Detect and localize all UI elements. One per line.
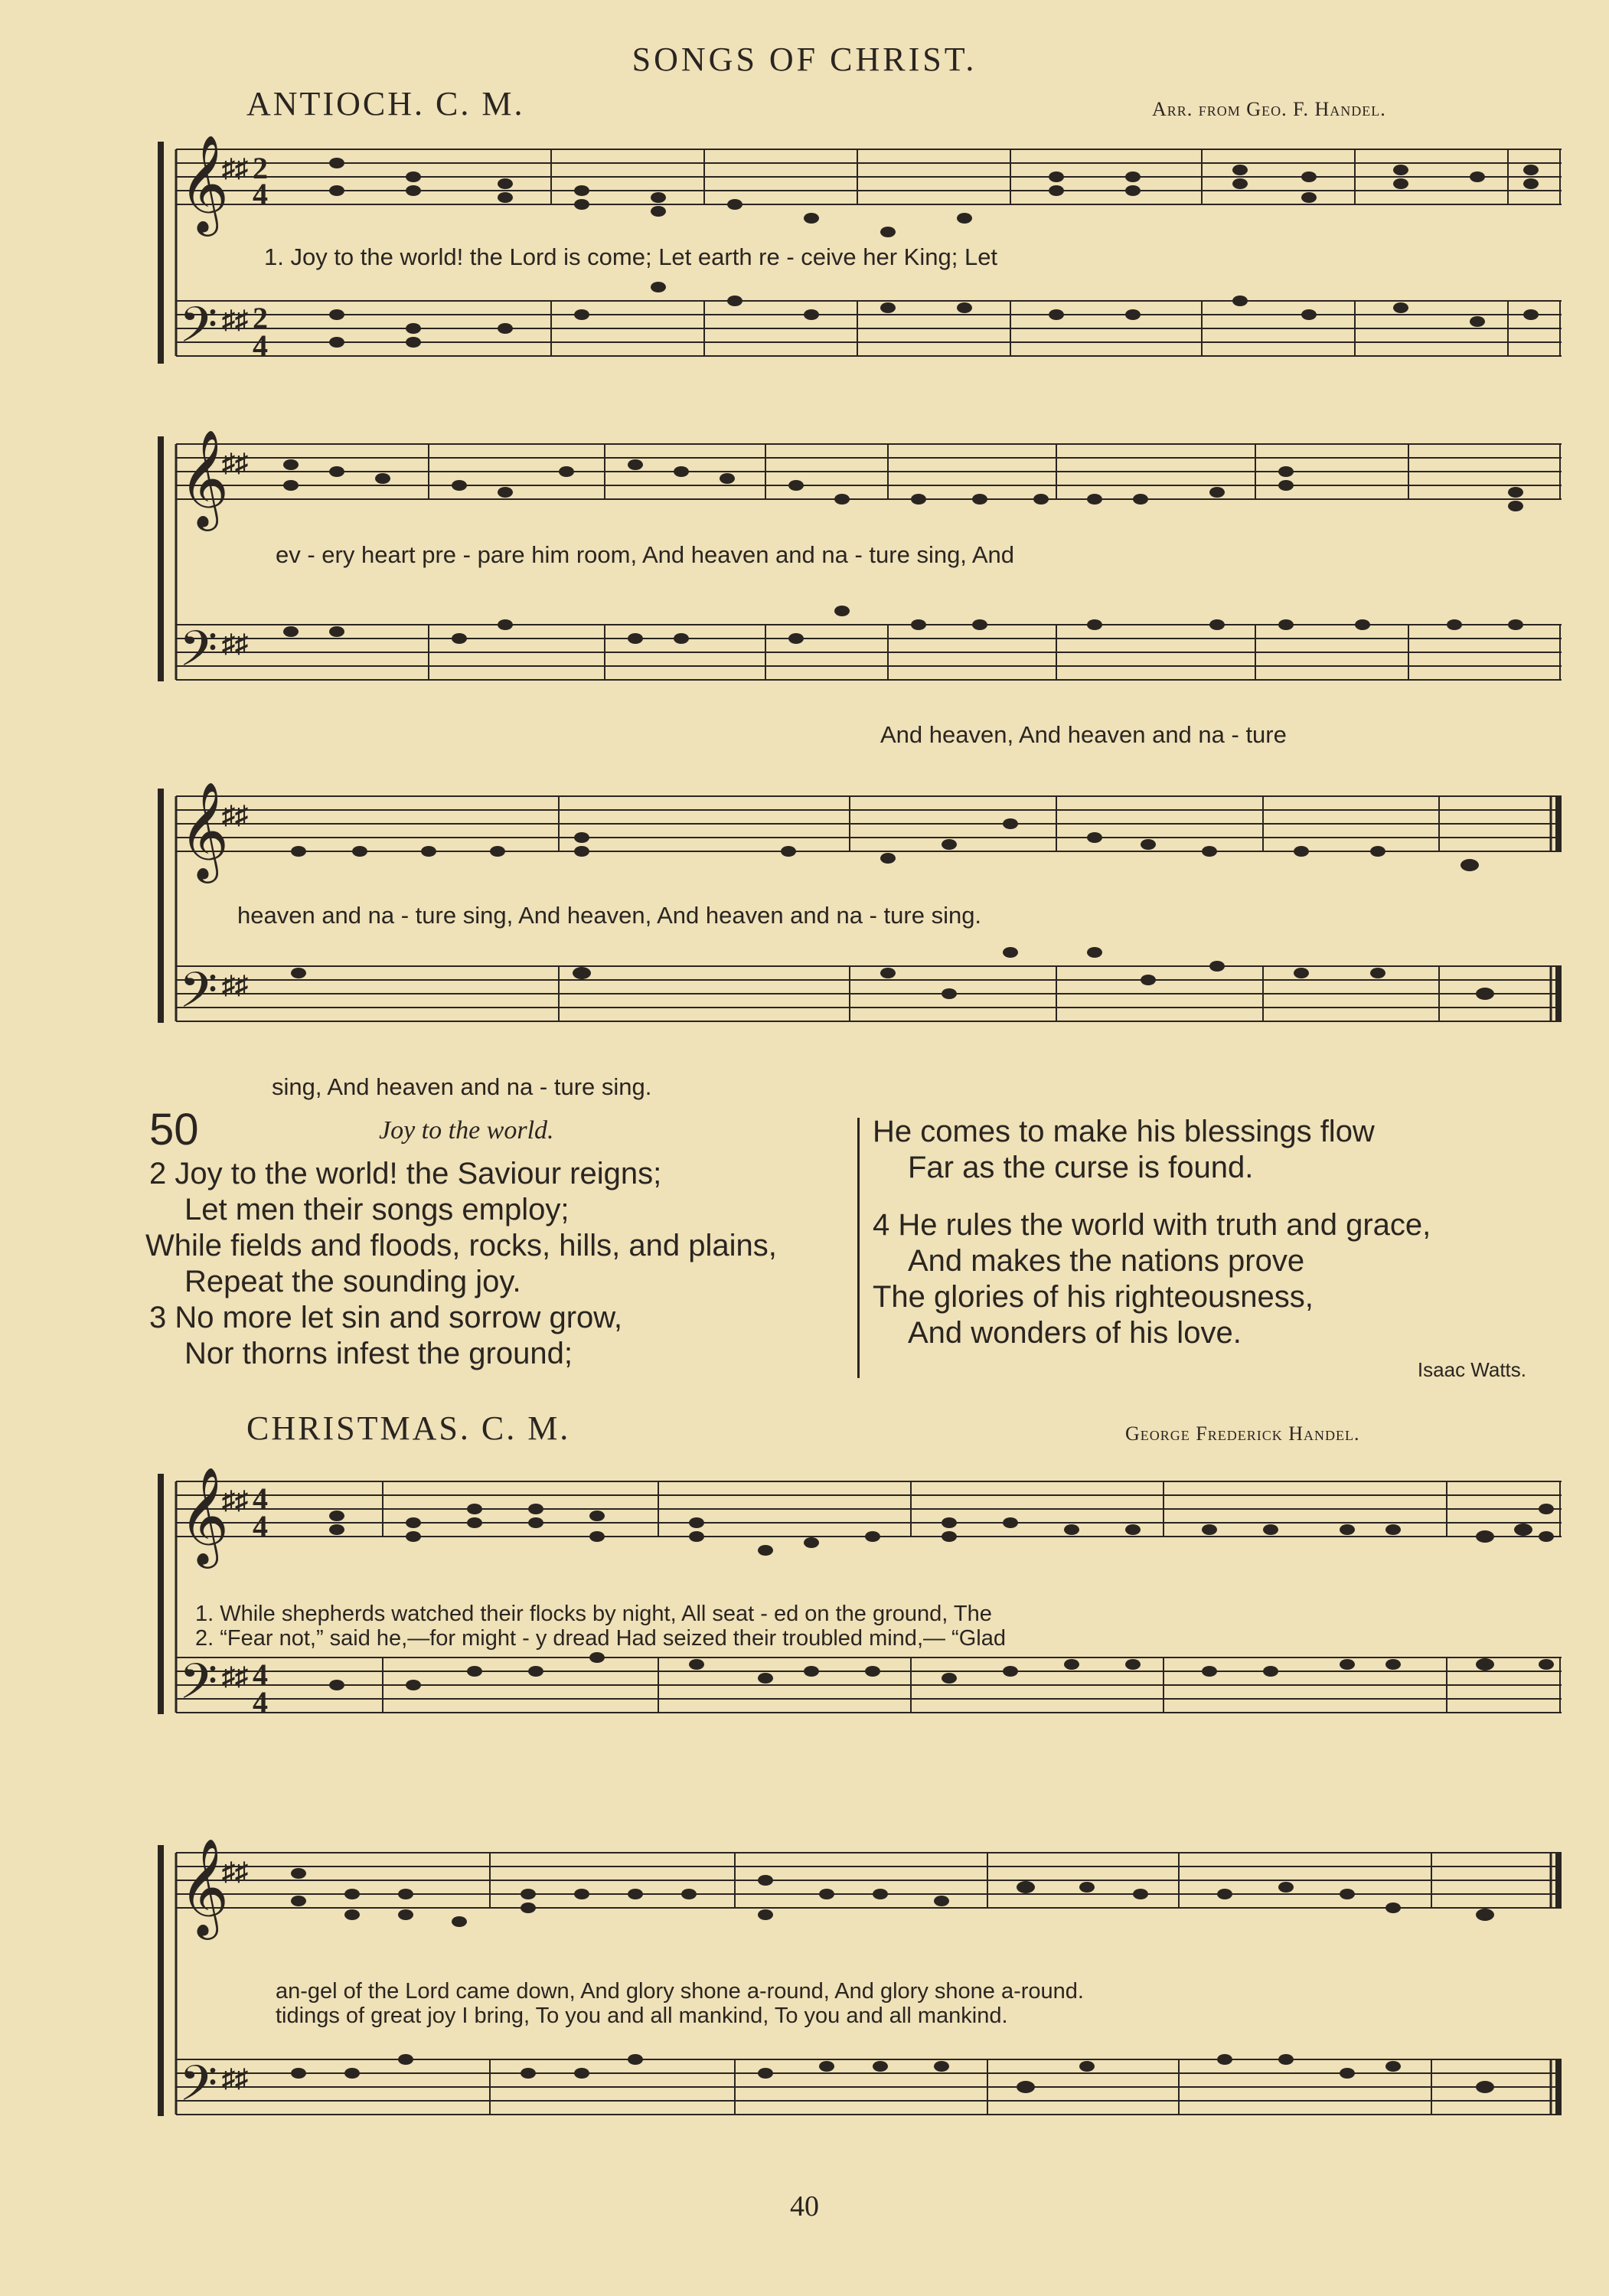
svg-text:𝄞: 𝄞: [179, 1466, 230, 1564]
tune-title-christmas: CHRISTMAS. C. M.: [246, 1409, 571, 1447]
svg-text:𝄢: 𝄢: [179, 621, 218, 681]
verse-line: Nor thorns infest the ground;: [184, 1337, 573, 1370]
svg-text:♯♯: ♯♯: [222, 1487, 248, 1515]
svg-text:4: 4: [253, 1481, 268, 1516]
svg-text:4: 4: [253, 177, 268, 211]
svg-text:♯♯: ♯♯: [222, 1858, 248, 1886]
svg-text:♯♯: ♯♯: [222, 630, 248, 658]
lyrics-christmas-v1-row1: 1. While shepherds watched their flocks by night, All seat - ed on the ground, The: [195, 1602, 992, 1626]
svg-text:4: 4: [253, 1657, 268, 1692]
lyrics-antioch-row2: ev - ery heart pre - pare him room, And heaven and na - ture sing, And: [276, 541, 1014, 568]
verse-line: Let men their songs employ;: [184, 1193, 570, 1226]
svg-text:♯♯: ♯♯: [222, 2065, 248, 2093]
svg-text:𝄢: 𝄢: [179, 2056, 218, 2125]
page-number: 40: [790, 2190, 819, 2223]
lyrics-antioch-row1: 1. Joy to the world! the Lord is come; Let earth re - ceive her King; Let: [264, 243, 998, 270]
svg-text:♯♯: ♯♯: [222, 802, 248, 830]
svg-text:♯♯: ♯♯: [222, 306, 248, 335]
verses-left-column: [145, 1156, 777, 1372]
verse-line: And wonders of his love.: [908, 1316, 1242, 1350]
hymn-author: Isaac Watts.: [1417, 1358, 1526, 1381]
svg-text:4: 4: [253, 328, 268, 363]
svg-text:𝄞: 𝄞: [179, 781, 230, 879]
verse-line: He comes to make his blessings flow: [873, 1115, 1375, 1148]
svg-text:♯♯: ♯♯: [222, 972, 248, 1000]
tune-title-antioch: ANTIOCH. C. M.: [246, 85, 525, 122]
svg-text:𝄞: 𝄞: [179, 429, 230, 527]
svg-text:♯♯: ♯♯: [222, 449, 248, 478]
svg-text:♯♯: ♯♯: [222, 155, 248, 183]
lyrics-antioch-bass-row2: And heaven, And heaven and na - ture: [880, 721, 1287, 748]
verse-line: And makes the nations prove: [908, 1244, 1305, 1278]
attribution-christmas: George Frederick Handel.: [1125, 1422, 1360, 1445]
page-header: SONGS OF CHRIST.: [632, 41, 977, 78]
svg-text:2: 2: [253, 151, 268, 185]
svg-text:𝄢: 𝄢: [179, 1654, 218, 1723]
svg-text:♯♯: ♯♯: [222, 1663, 248, 1691]
lyrics-antioch-row3: heaven and na - ture sing, And heaven, And heaven and na - ture sing.: [237, 902, 982, 929]
hymn-number: 50: [149, 1105, 199, 1155]
svg-text:2: 2: [253, 301, 268, 335]
verse-line: Repeat the sounding joy.: [184, 1265, 521, 1298]
verse-line: Far as the curse is found.: [908, 1151, 1254, 1184]
lyrics-antioch-bass-row3: sing, And heaven and na - ture sing.: [272, 1073, 652, 1100]
svg-text:𝄞: 𝄞: [179, 134, 230, 232]
lyrics-christmas-v2-row2: tidings of great joy I bring, To you and all mankind, To you and all mankind.: [276, 2004, 1008, 2028]
verse-line: 3 No more let sin and sorrow grow,: [149, 1301, 623, 1334]
svg-text:4: 4: [253, 1509, 268, 1543]
verse-line: While fields and floods, rocks, hills, and plains,: [145, 1229, 777, 1262]
svg-text:𝄢: 𝄢: [179, 297, 218, 366]
svg-text:𝄞: 𝄞: [179, 1837, 230, 1935]
lyrics-christmas-v2-row1: 2. “Fear not,” said he,—for might - y dread Had seized their troubled mind,— “Glad: [195, 1626, 1006, 1651]
verses-right-column: [873, 1114, 1431, 1351]
lyrics-christmas-v1-row2: an-gel of the Lord came down, And glory shone a-round, And glory shone a-round.: [276, 1979, 1084, 2004]
column-divider: [857, 1118, 860, 1378]
verse-line: 2 Joy to the world! the Saviour reigns;: [149, 1157, 662, 1190]
verse-line: The glories of his righteousness,: [873, 1280, 1314, 1314]
attribution-antioch: Arr. from Geo. F. Handel.: [1152, 98, 1386, 120]
svg-text:𝄢: 𝄢: [179, 962, 218, 1031]
verse-line: 4 He rules the world with truth and grace,: [873, 1208, 1431, 1242]
hymn-subtitle: Joy to the world.: [379, 1116, 554, 1145]
svg-text:4: 4: [253, 1685, 268, 1720]
